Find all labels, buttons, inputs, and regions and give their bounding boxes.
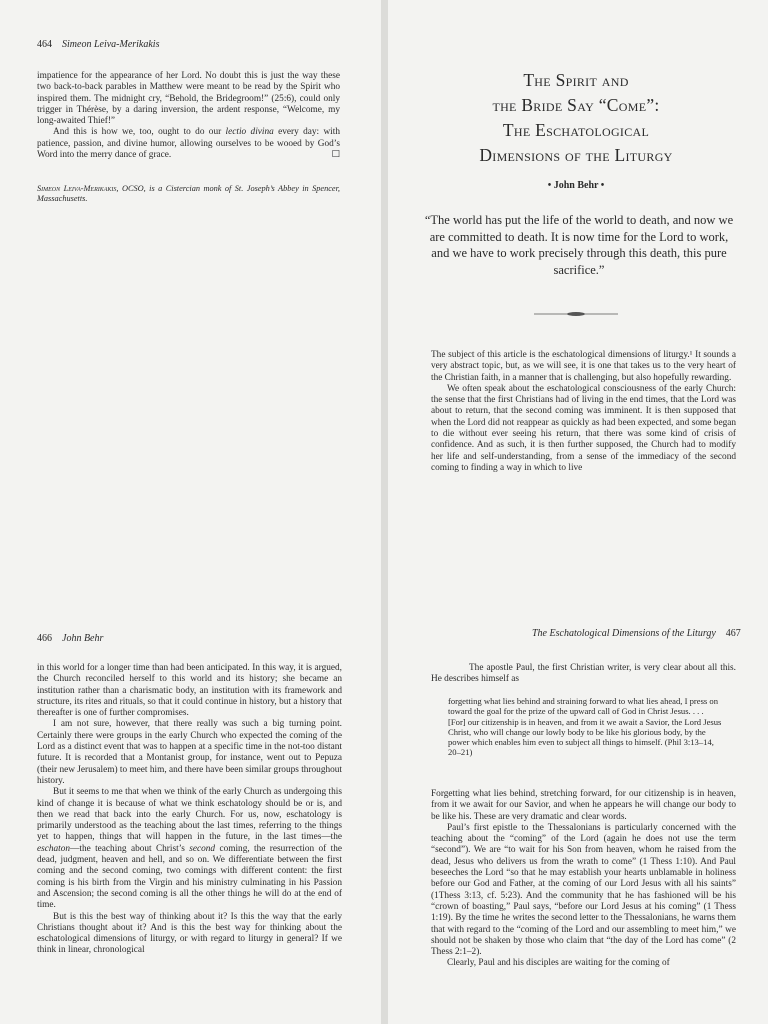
body-text <box>431 663 736 686</box>
paragraph: And this is how we, too, ought to do our lectio divina every day: with patience, passion, and divine humor, allowing ourselves to be wooed by God’s Word into the merry dance of grace. ☐ <box>37 127 340 161</box>
article-title-line: the Bride Say “Come”: <box>492 95 660 115</box>
page-number: 466 <box>37 633 52 644</box>
paragraph: impatience for the appearance of her Lord. No doubt this is just the way these two back-to-back parables in Matthew were meant to be read by the Spirit who inspired them. The midnight cry, “Behold, the Bridegroom!” (25:6), could only trigger in Thérèse, by a daring inversion, the ardent response, “Welcome, my long-awaited Thief!” <box>37 71 340 127</box>
paragraph: Paul’s first epistle to the Thessalonians is particularly concerned with the teaching about the “coming” of the Lord (again he does not use the term “second”). We are “to wait for his Son from heaven, whom he raised from the dead, Jesus who delivers us from the wrath to come” (1 Thess 1:10). And Paul beseeches the Lord “so that he may establish your hearts unblamable in holiness before our God and Father, at the coming of our Lord Jesus with all his saints” (1Thess 3:13, cf. 5:23). And the community that he has fashioned will be his “crown of boasting,” Paul says, “before our Lord Jesus at his coming” (1 Thess 1:19). By the time he writes the second letter to the Thessalonians, he warns them that with regard to the “coming of the Lord and our assembling to meet him,” we should not be shaken by those who claim that “the day of the Lord has come” (2 Thess 2:1–2). <box>431 822 736 958</box>
page-edge <box>384 512 388 1024</box>
article-title-line: The Eschatological <box>502 120 650 140</box>
body-text <box>37 71 340 161</box>
running-title: The Eschatological Dimensions of the Liturgy <box>532 628 716 639</box>
divider-ornament-icon <box>534 311 618 317</box>
page-467 <box>384 512 768 1024</box>
paragraph: Clearly, Paul and his disciples are waiting for the coming of <box>447 958 670 969</box>
paragraph: in this world for a longer time than had been anticipated. In this way, it is argued, the Church reconciled herself to this world and its history; she became an institution rather than a charismatic body, an institution with its framework and structure, its rites and rituals, so that it could continue in history, but a history that thereafter is one of further compromises. <box>37 663 342 719</box>
bio-name: Simeon Leiva-Merikakis, OCSO, <box>37 184 146 193</box>
paragraph: I am not sure, however, that there really was such a big turning point. Certainly there were groups in the early Church who expected the coming of the Lord as a distinct event that was to happen at a specific time in the not-too distant future. It is recorded that a Montanist group, for instance, went out to Pepuza (their new Jerusalem) to meet him, and there have been similar groups throughout history. <box>37 719 342 786</box>
page-number: 464 <box>37 39 52 50</box>
article-title-line: Dimensions of the Liturgy <box>479 145 673 165</box>
end-mark-icon: ☐ <box>331 150 340 161</box>
paragraph: The subject of this article is the eschatological dimensions of liturgy.¹ It sounds a very abstract topic, but, as we will see, it is one that takes us to the very heart of the Christian faith, in a manner that is challenging, but also hopefully rewarding. <box>431 350 736 383</box>
epigraph-quote: “The world has put the life of the world to death, and now we are committed to death. It is now time for the Lord to work, and we have to work precisely through this death, this pure sacrifice.” <box>424 213 734 277</box>
paragraph: But it seems to me that when we think of the early Church as undergoing this kind of change it is because of what we think eschatology should be or is, and then we read that back into the early Church. For us, now, eschatology is primarily understood as the teaching about the last times, referring to the things yet to happen, things that will happen in the future, in the last times—the eschaton—the teaching about Christ’s second coming, the resurrection of the dead, judgment, heaven and hell, and so on. We differentiate between the first coming and the second coming, two comings with different content: the first coming is his birth from the Virgin and his ministry culminating in his Passion and Ascension; the second coming is all the other things he will do at the end of time. <box>37 787 342 911</box>
body-text <box>431 789 736 970</box>
running-header <box>37 39 159 50</box>
paragraph: Forgetting what lies behind, stretching forward, for our citizenship is in heaven, from it we await for our Savior, and when he appears he will change our body to be like his. These are very dramatic and clear words. <box>431 789 736 822</box>
page-466 <box>0 512 384 1024</box>
paragraph: But is this the best way of thinking about it? Is this the way that the early Christians thought about it? And is this the best way for thinking about the eschatological dimensions of liturgy, or with regard to liturgy in general? If we think in linear, chronological <box>37 911 342 956</box>
body-text <box>431 350 736 474</box>
block-quote: forgetting what lies behind and straining forward to what lies ahead, I press on toward the goal for the prize of the upward call of God in Christ Jesus. . . . [For] our citizenship is in heaven, and from it we await a Savior, the Lord Jesus Christ, who will change our lowly body to be like his glorious body, by the power which enables him even to subject all things to himself. (Phil 3:13–14, 20–21) <box>448 696 722 758</box>
running-header <box>532 628 741 639</box>
article-author: • John Behr • <box>547 180 605 191</box>
running-author: John Behr <box>62 633 104 644</box>
author-bio: Simeon Leiva-Merikakis, OCSO, is a Cistercian monk of St. Joseph’s Abbey in Spencer, Massachusetts. <box>37 184 340 203</box>
article-title-line: The Spirit and <box>523 70 629 90</box>
page-464 <box>0 0 384 512</box>
running-header <box>37 633 103 644</box>
paragraph: The apostle Paul, the first Christian writer, is very clear about all this. He describes himself as <box>431 663 736 685</box>
paragraph: We often speak about the eschatological consciousness of the early Church: the sense that the first Christians had of living in the end times, that the Lord was about to return, that the second coming was imminent. It is then supposed that when the Lord did not reappear as quickly as had been expected, and some began to die without ever seeing his return, that there was some kind of crisis of confidence. And as such, it is then further supposed, the Church had to modify her life and self-understanding, from a sense of the immediacy of the second coming to finding a way in which to live <box>431 383 736 473</box>
running-author: Simeon Leiva-Merikakis <box>62 39 160 50</box>
body-text <box>37 663 342 957</box>
page-number: 467 <box>725 628 741 639</box>
page-463-title <box>384 0 768 512</box>
